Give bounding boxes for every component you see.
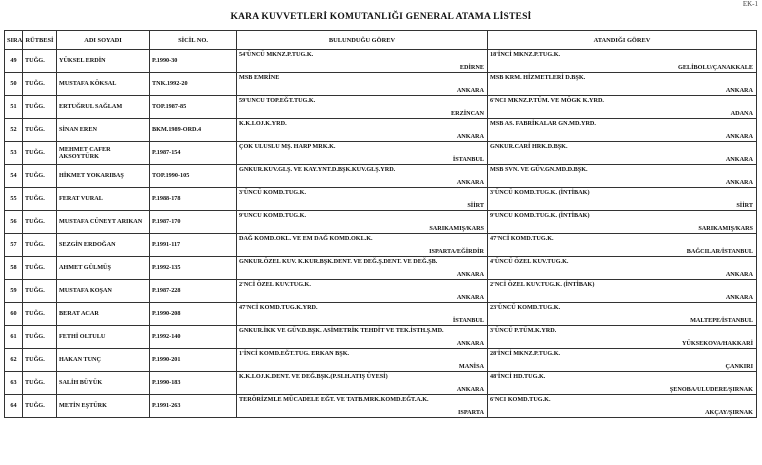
- row-atandigi-yer: YÜKSEKOVA/HAKKARİ: [681, 339, 753, 347]
- row-atandigi-gorev-cell: [488, 280, 757, 303]
- row-ad-soyad: MUSTAFA KÖKSAL: [57, 73, 150, 96]
- row-sicil-no: P.1991-263: [150, 395, 237, 418]
- row-sira: 51: [5, 96, 23, 119]
- row-rutbe: TUĞG.: [23, 50, 57, 73]
- row-rutbe: TUĞG.: [23, 234, 57, 257]
- row-bulundugu-gorev-cell: [237, 211, 488, 234]
- row-atandigi-yer: ŞENOBA/ULUDERE/ŞIRNAK: [669, 385, 753, 393]
- row-atandigi-gorev: MSB AS. FABRİKALAR GN.MD.YRD.: [490, 120, 596, 127]
- page-tag: EK-1: [742, 0, 758, 8]
- row-ad-soyad: ERTUĞRUL SAĞLAM: [57, 96, 150, 119]
- row-ad-soyad: MUSTAFA CÜNEYT ARIKAN: [57, 211, 150, 234]
- row-bulundugu-gorev: DAĞ KOMD.OKL. VE EM DAĞ KOMD.OKL.K.: [239, 235, 373, 242]
- row-bulundugu-gorev: GNKUR.ÖZEL KUV. K.KUR.BŞK.DENT. VE DEĞ.Ş.DENT. VE DEĞ.ŞB.: [239, 258, 438, 265]
- table-row: [5, 119, 757, 142]
- row-atandigi-yer: MALTEPE/İSTANBUL: [690, 316, 753, 324]
- row-bulundugu-gorev: ÇOK ULUSLU MŞ. HARP MRK.K.: [239, 143, 336, 150]
- table-row: [5, 257, 757, 280]
- row-sira: 59: [5, 280, 23, 303]
- row-rutbe: TUĞG.: [23, 257, 57, 280]
- row-atandigi-yer: ANKARA: [725, 178, 753, 186]
- row-sira: 49: [5, 50, 23, 73]
- table-row: [5, 211, 757, 234]
- row-ad-soyad: HAKAN TUNÇ: [57, 349, 150, 372]
- row-bulundugu-yer: ANKARA: [456, 270, 484, 278]
- row-sira: 55: [5, 188, 23, 211]
- row-bulundugu-gorev-cell: [237, 50, 488, 73]
- row-bulundugu-gorev-cell: [237, 165, 488, 188]
- header-bulundugu-gorev: BULUNDUĞU GÖREV: [237, 31, 488, 50]
- row-bulundugu-yer: ISPARTA: [457, 408, 484, 416]
- table-row: [5, 372, 757, 395]
- row-atandigi-yer: ANKARA: [725, 132, 753, 140]
- row-atandigi-yer: GELİBOLU/ÇANAKKALE: [678, 63, 753, 71]
- row-atandigi-yer: ADANA: [730, 109, 753, 117]
- row-rutbe: TUĞG.: [23, 142, 57, 165]
- row-sira: 50: [5, 73, 23, 96]
- row-bulundugu-yer: MANİSA: [458, 362, 484, 370]
- row-bulundugu-yer: SİİRT: [467, 201, 484, 209]
- row-sira: 60: [5, 303, 23, 326]
- row-ad-soyad: FETHİ OLTULU: [57, 326, 150, 349]
- row-bulundugu-gorev-cell: [237, 96, 488, 119]
- row-sicil-no: P.1987-154: [150, 142, 237, 165]
- page-title: KARA KUVVETLERİ KOMUTANLIĞI GENERAL ATAMA LİSTESİ: [230, 12, 532, 22]
- row-sicil-no: P.1987-170: [150, 211, 237, 234]
- row-ad-soyad: BERAT ACAR: [57, 303, 150, 326]
- table-row: [5, 234, 757, 257]
- table-row: [5, 326, 757, 349]
- row-atandigi-gorev: MSB KRM. HİZMETLERİ D.BŞK.: [490, 74, 586, 81]
- table-row: [5, 303, 757, 326]
- row-atandigi-gorev-cell: [488, 165, 757, 188]
- row-atandigi-yer: SİİRT: [736, 201, 753, 209]
- row-atandigi-gorev: MSB SVN. VE GÜV.GN.MD.D.BŞK.: [490, 166, 588, 173]
- row-sira: 56: [5, 211, 23, 234]
- row-atandigi-gorev-cell: [488, 234, 757, 257]
- row-atandigi-gorev-cell: [488, 119, 757, 142]
- row-sira: 63: [5, 372, 23, 395]
- row-atandigi-gorev: 6'NCI MKNZ.P.TÜM. VE MÖGK K.YRD.: [490, 97, 604, 104]
- row-bulundugu-gorev: TERÖRİZMLE MÜCADELE EĞT. VE TATB.MRK.KOMD.EĞT.A.K.: [239, 396, 429, 403]
- row-bulundugu-gorev: GNKUR.İKK VE GÜV.D.BŞK. ASİMETRİK TEHDİT VE TEK.İSTH.Ş.MD.: [239, 327, 444, 334]
- row-atandigi-yer: BAĞCILAR/İSTANBUL: [686, 247, 753, 255]
- row-bulundugu-gorev-cell: [237, 119, 488, 142]
- row-sira: 54: [5, 165, 23, 188]
- row-sicil-no: P.1992-140: [150, 326, 237, 349]
- row-rutbe: TUĞG.: [23, 303, 57, 326]
- table-row: [5, 395, 757, 418]
- row-atandigi-gorev-cell: [488, 349, 757, 372]
- row-bulundugu-yer: ANKARA: [456, 339, 484, 347]
- row-sira: 58: [5, 257, 23, 280]
- row-ad-soyad: METİN EŞTÜRK: [57, 395, 150, 418]
- row-atandigi-gorev: 18'İNCİ MKNZ.P.TUG.K.: [490, 51, 561, 58]
- row-ad-soyad: FERAT VURAL: [57, 188, 150, 211]
- row-atandigi-gorev-cell: [488, 372, 757, 395]
- row-bulundugu-yer: ERZİNCAN: [450, 109, 484, 117]
- row-sicil-no: TOP.1990-105: [150, 165, 237, 188]
- row-atandigi-gorev-cell: [488, 211, 757, 234]
- row-rutbe: TUĞG.: [23, 349, 57, 372]
- row-bulundugu-gorev-cell: [237, 234, 488, 257]
- row-sira: 57: [5, 234, 23, 257]
- row-bulundugu-gorev: GNKUR.KUV.GLŞ. VE KAY.YNT.D.BŞK.KUV.GLŞ.YRD.: [239, 166, 396, 173]
- row-bulundugu-gorev: 1'İNCİ KOMD.EĞT.TUG. ERKAN BŞK.: [239, 350, 350, 357]
- row-bulundugu-yer: ANKARA: [456, 178, 484, 186]
- header-sicil-no: SİCİL NO.: [150, 31, 237, 50]
- row-rutbe: TUĞG.: [23, 165, 57, 188]
- row-bulundugu-gorev-cell: [237, 280, 488, 303]
- row-bulundugu-gorev-cell: [237, 142, 488, 165]
- table-row: [5, 349, 757, 372]
- row-atandigi-gorev: 3'ÜNCÜ KOMD.TUG.K. (İNTİBAK): [490, 189, 590, 196]
- row-rutbe: TUĞG.: [23, 211, 57, 234]
- row-atandigi-gorev-cell: [488, 142, 757, 165]
- table-row: [5, 96, 757, 119]
- row-atandigi-gorev: 6'NCI KOMD.TUG.K.: [490, 396, 551, 403]
- row-bulundugu-yer: SARIKAMIŞ/KARS: [429, 224, 484, 232]
- row-atandigi-gorev: GNKUR.CARİ HRK.D.BŞK.: [490, 143, 568, 150]
- row-atandigi-gorev: 48'İNCİ HD.TUG.K.: [490, 373, 546, 380]
- row-atandigi-gorev-cell: [488, 188, 757, 211]
- table-row: [5, 280, 757, 303]
- row-bulundugu-gorev-cell: [237, 326, 488, 349]
- row-bulundugu-gorev-cell: [237, 257, 488, 280]
- row-atandigi-gorev: 9'UNCU KOMD.TUG.K. (İNTİBAK): [490, 212, 590, 219]
- row-sira: 62: [5, 349, 23, 372]
- row-bulundugu-gorev: 9'UNCU KOMD.TUG.K.: [239, 212, 307, 219]
- row-atandigi-gorev: 2'NCİ ÖZEL KUV.TUG.K. (İNTİBAK): [490, 281, 595, 288]
- row-bulundugu-yer: ISPARTA/EĞİRDİR: [429, 247, 484, 255]
- row-atandigi-gorev: 28'İNCİ MKNZ.P.TUG.K.: [490, 350, 561, 357]
- header-atandigi-gorev: ATANDIĞI GÖREV: [488, 31, 757, 50]
- row-bulundugu-yer: İSTANBUL: [452, 316, 484, 324]
- table-row: [5, 165, 757, 188]
- row-atandigi-yer: AKÇAY/ŞIRNAK: [705, 408, 753, 416]
- table-row: [5, 73, 757, 96]
- row-bulundugu-gorev: 59'UNCU TOP.EĞT.TUG.K.: [239, 97, 316, 104]
- row-bulundugu-gorev-cell: [237, 372, 488, 395]
- row-sicil-no: P.1991-117: [150, 234, 237, 257]
- row-rutbe: TUĞG.: [23, 280, 57, 303]
- row-bulundugu-gorev: K.K.LOJ.K.YRD.: [239, 120, 287, 127]
- row-atandigi-yer: ANKARA: [725, 270, 753, 278]
- row-sicil-no: TOP.1987-85: [150, 96, 237, 119]
- row-ad-soyad: SEZGİN ERDOĞAN: [57, 234, 150, 257]
- row-sicil-no: P.1988-178: [150, 188, 237, 211]
- row-atandigi-gorev-cell: [488, 50, 757, 73]
- row-bulundugu-gorev: K.K.LOJ.K.DENT. VE DEĞ.BŞK.(P.SLH.ATIŞ ÜYESİ): [239, 373, 388, 380]
- row-bulundugu-gorev-cell: [237, 395, 488, 418]
- table-header-row: [5, 31, 757, 50]
- row-bulundugu-gorev: MSB EMRİNE: [239, 74, 280, 81]
- row-atandigi-gorev: 4'ÜNCÜ ÖZEL KUV.TUG.K.: [490, 258, 569, 265]
- row-ad-soyad: AHMET GÜLMÜŞ: [57, 257, 150, 280]
- row-sira: 53: [5, 142, 23, 165]
- row-sicil-no: P.1992-135: [150, 257, 237, 280]
- row-rutbe: TUĞG.: [23, 188, 57, 211]
- row-atandigi-yer: ANKARA: [725, 293, 753, 301]
- row-atandigi-yer: ANKARA: [725, 86, 753, 94]
- row-ad-soyad: MEHMET CAFER AKSOYTÜRK: [57, 142, 150, 165]
- row-sicil-no: P.1990-208: [150, 303, 237, 326]
- table-row: [5, 142, 757, 165]
- row-bulundugu-yer: İSTANBUL: [452, 155, 484, 163]
- row-bulundugu-gorev-cell: [237, 188, 488, 211]
- row-bulundugu-gorev-cell: [237, 349, 488, 372]
- row-sicil-no: BKM.1989-ORD.4: [150, 119, 237, 142]
- row-atandigi-gorev: 23'ÜNCÜ KOMD.TUG.K.: [490, 304, 561, 311]
- header-ad-soyad: ADI SOYADI: [57, 31, 150, 50]
- row-atandigi-gorev-cell: [488, 303, 757, 326]
- row-ad-soyad: SİNAN EREN: [57, 119, 150, 142]
- row-ad-soyad: YÜKSEL ERDİN: [57, 50, 150, 73]
- row-rutbe: TUĞG.: [23, 119, 57, 142]
- row-sicil-no: P.1990-183: [150, 372, 237, 395]
- row-sicil-no: P.1990-201: [150, 349, 237, 372]
- row-bulundugu-gorev: 3'ÜNCÜ KOMD.TUG.K.: [239, 189, 307, 196]
- row-atandigi-gorev-cell: [488, 326, 757, 349]
- row-bulundugu-gorev: 2'NCİ ÖZEL KUV.TUG.K.: [239, 281, 311, 288]
- row-bulundugu-yer: ANKARA: [456, 385, 484, 393]
- row-atandigi-gorev-cell: [488, 73, 757, 96]
- table-row: [5, 50, 757, 73]
- row-bulundugu-yer: ANKARA: [456, 86, 484, 94]
- row-sicil-no: P.1987-228: [150, 280, 237, 303]
- row-bulundugu-yer: ANKARA: [456, 293, 484, 301]
- row-bulundugu-gorev-cell: [237, 303, 488, 326]
- row-bulundugu-gorev-cell: [237, 73, 488, 96]
- row-rutbe: TUĞG.: [23, 372, 57, 395]
- row-bulundugu-gorev: 54'ÜNCÜ MKNZ.P.TUG.K.: [239, 51, 314, 58]
- row-sicil-no: TNK.1992-20: [150, 73, 237, 96]
- row-ad-soyad: HİKMET YOKARIBAŞ: [57, 165, 150, 188]
- row-bulundugu-yer: ANKARA: [456, 132, 484, 140]
- row-rutbe: TUĞG.: [23, 395, 57, 418]
- row-ad-soyad: SALİH BÜYÜK: [57, 372, 150, 395]
- header-rutbe: RÜTBESİ: [23, 31, 57, 50]
- row-sira: 61: [5, 326, 23, 349]
- row-sira: 52: [5, 119, 23, 142]
- row-atandigi-gorev-cell: [488, 96, 757, 119]
- row-sira: 64: [5, 395, 23, 418]
- row-atandigi-yer: ANKARA: [725, 155, 753, 163]
- row-atandigi-gorev: 3'ÜNCÜ P.TÜM.K.YRD.: [490, 327, 557, 334]
- row-atandigi-gorev-cell: [488, 257, 757, 280]
- row-ad-soyad: MUSTAFA KOŞAN: [57, 280, 150, 303]
- row-bulundugu-gorev: 47'NCİ KOMD.TUG.K.YRD.: [239, 304, 318, 311]
- row-atandigi-gorev-cell: [488, 395, 757, 418]
- row-rutbe: TUĞG.: [23, 326, 57, 349]
- row-rutbe: TUĞG.: [23, 96, 57, 119]
- row-bulundugu-yer: EDİRNE: [459, 63, 484, 71]
- header-sira: SIRA: [5, 31, 23, 50]
- row-atandigi-yer: ÇANKIRI: [725, 362, 753, 370]
- appointment-table: [4, 30, 757, 418]
- row-sicil-no: P.1990-30: [150, 50, 237, 73]
- row-atandigi-gorev: 47'NCİ KOMD.TUG.K.: [490, 235, 554, 242]
- row-atandigi-yer: SARIKAMIŞ/KARS: [698, 224, 753, 232]
- table-row: [5, 188, 757, 211]
- row-rutbe: TUĞG.: [23, 73, 57, 96]
